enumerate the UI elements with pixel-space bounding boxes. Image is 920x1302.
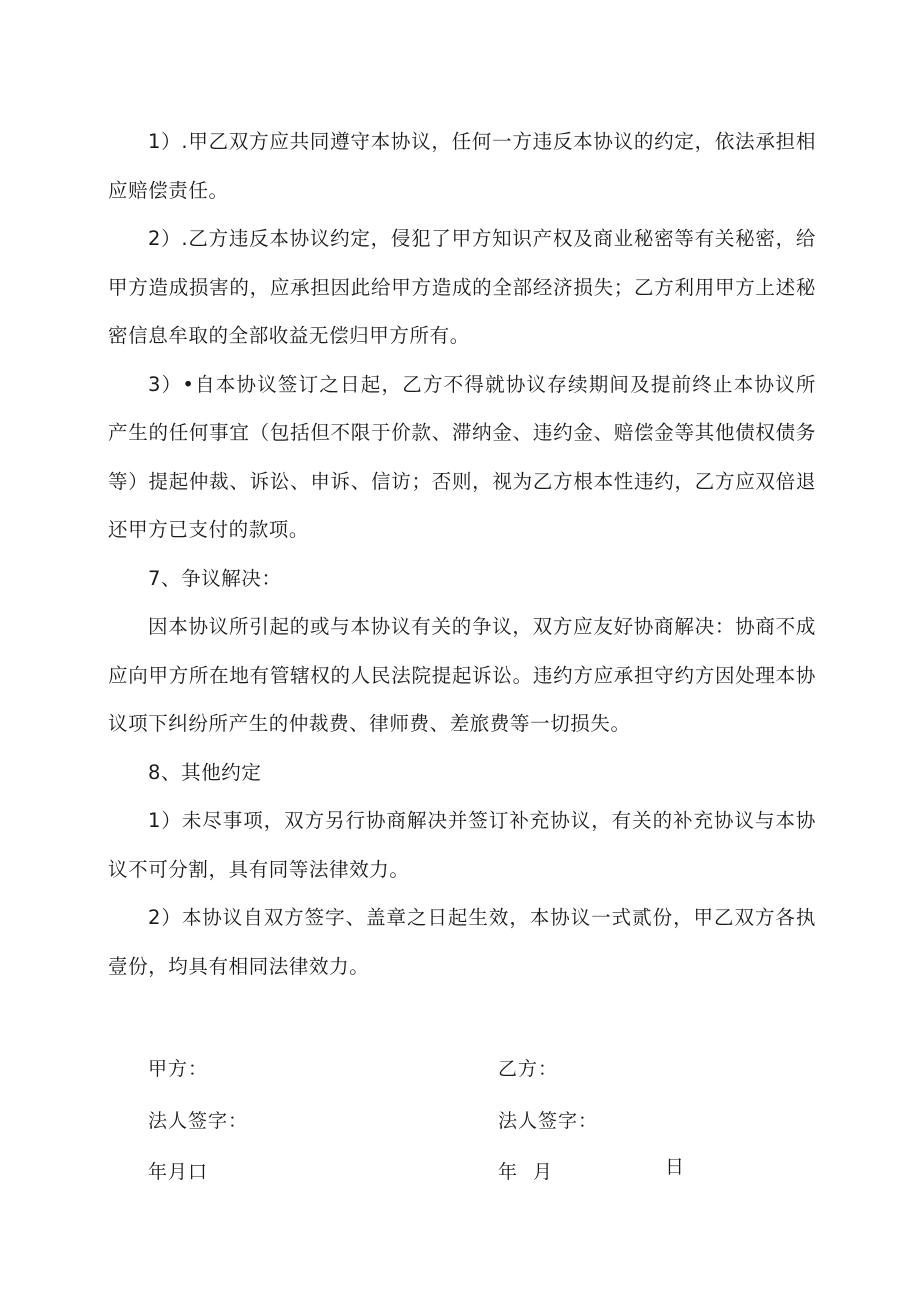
date-b-year: 年	[498, 1161, 519, 1183]
clause-2: 2）.乙方违反本协议约定，侵犯了甲方知识产权及商业秘密等有关秘密，给甲方造成损害的，应承担因此给甲方造成的全部经济损失；乙方利用甲方上述秘密信息牟取的全部收益无偿归甲方所有。	[108, 227, 816, 347]
party-b-label: 乙方：	[498, 1058, 559, 1080]
other-clause-1: 1）未尽事项，双方另行协商解决并签订补充协议，有关的补充协议与本协议不可分割，具有同等法律效力。	[108, 809, 816, 881]
legal-signature-a: 法人签字：	[148, 1110, 249, 1132]
date-b-day: 日	[665, 1156, 686, 1178]
section-heading-dispute: 7、争议解决：	[148, 566, 282, 590]
agreement-body	[108, 118, 816, 991]
legal-signature-b: 法人签字：	[498, 1110, 599, 1132]
section-heading-other: 8、其他约定	[148, 760, 262, 784]
clause-1: 1）.甲乙双方应共同遵守本协议，任何一方违反本协议的约定，依法承担相应赔偿责任。	[108, 130, 816, 202]
clause-3: 3）•自本协议签订之日起，乙方不得就协议存续期间及提前终止本协议所产生的任何事宜（包括但不限于价款、滞纳金、违约金、赔偿金等其他债权债务等）提起仲裁、诉讼、申诉、信访；否则，视为乙方根本性违约，乙方应双倍退还甲方已支付的款项。	[108, 372, 816, 541]
date-a: 年月口	[148, 1161, 209, 1183]
dispute-resolution-text: 因本协议所引起的或与本协议有关的争议，双方应友好协商解决：协商不成应向甲方所在地有管辖权的人民法院提起诉讼。违约方应承担守约方因处理本协议项下纠纷所产生的仲裁费、律师费、差旅费等一切损失。	[108, 615, 816, 735]
date-b-month: 月	[533, 1161, 554, 1183]
other-clause-2: 2）本协议自双方签字、盖章之日起生效，本协议一式贰份，甲乙双方各执壹份，均具有相同法律效力。	[108, 906, 816, 978]
party-a-label: 甲方：	[148, 1058, 209, 1080]
